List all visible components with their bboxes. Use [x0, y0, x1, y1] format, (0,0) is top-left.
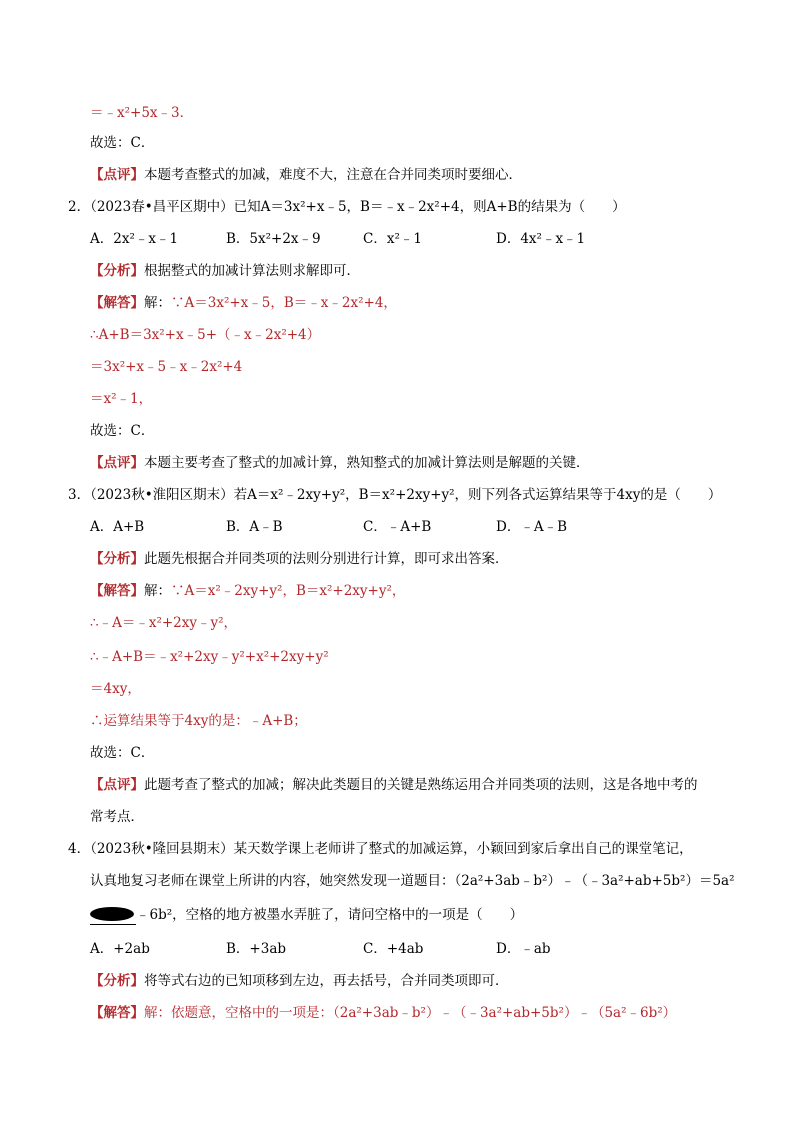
analysis-text: 将等式右边的已知项移到左边，再去括号，合并同类项即可． — [144, 973, 509, 989]
q3-step-5: ∴运算结果等于4xy的是：﹣A+B； — [90, 713, 307, 729]
analysis-tag: 【分析】 — [90, 973, 144, 989]
q3-step-4: ＝4xy， — [90, 681, 141, 697]
analysis-text: 根据整式的加减计算法则求解即可． — [144, 263, 360, 279]
q1-choose-line: 故选：C． — [90, 135, 155, 151]
answer-text: 解：依题意，空格中的一项是：（2a²+3ab﹣b²）﹣（﹣3a²+ab+5b²）﹣（5a²﹣6b²） — [144, 1005, 677, 1021]
q2-number: 2． — [68, 199, 91, 215]
answer-tag: 【解答】 — [90, 295, 144, 311]
analysis-tag: 【分析】 — [90, 551, 144, 567]
q3-option-a: A．A+B — [90, 519, 145, 535]
q3-question-line — [68, 486, 721, 504]
q3-comment-line — [90, 776, 698, 794]
q4-answer-line — [90, 1004, 676, 1022]
answer-step: ∵A＝x²﹣2xy+y²，B＝x²+2xy+y²， — [171, 583, 406, 599]
q3-answer-line — [90, 582, 405, 600]
comment-text: 此题考查了整式的加减；解决此类题目的关键是熟练运用合并同类项的法则，这是各地中考的 — [144, 777, 698, 793]
q4-analysis-line — [90, 972, 509, 990]
ink-blot-blank — [90, 906, 136, 925]
q2-comment-line — [90, 454, 590, 472]
q2-step-3: ＝3x²+x﹣5﹣x﹣2x²+4 — [90, 359, 243, 375]
answer-tag: 【解答】 — [90, 583, 144, 599]
q2-stem: （2023春•昌平区期中）已知A＝3x²+x﹣5，B＝﹣x﹣2x²+4，则A+B的结果为（ ） — [90, 199, 626, 215]
answer-prefix: 解： — [144, 583, 171, 599]
q4-stem-3: ﹣6b²，空格的地方被墨水弄脏了，请问空格中的一项是（ ） — [136, 907, 524, 923]
q3-stem: （2023秋•淮阳区期末）若A＝x²﹣2xy+y²，B＝x²+2xy+y²，则下列各式运算结果等于4xy的是（ ） — [90, 487, 722, 503]
q3-number: 3． — [68, 487, 91, 503]
q4-question-line-2: 认真地复习老师在课堂上所讲的内容，她突然发现一道题目：（2a²+3ab﹣b²）﹣（﹣3a²+ab+5b²）＝5a² — [90, 873, 735, 889]
q3-step-3: ∴﹣A+B＝﹣x²+2xy﹣y²+x²+2xy+y² — [90, 649, 329, 665]
q2-option-d: D．4x²﹣x﹣1 — [496, 231, 586, 247]
comment-tag: 【点评】 — [90, 455, 144, 471]
q4-option-c: C．+4ab — [363, 941, 424, 957]
q2-option-c: C．x²﹣1 — [363, 231, 422, 247]
analysis-text: 此题先根据合并同类项的法则分别进行计算，即可求出答案． — [144, 551, 509, 567]
q4-option-d: D．﹣ab — [496, 941, 551, 957]
q4-stem-1: （2023秋•隆回县期末）某天数学课上老师讲了整式的加减运算，小颖回到家后拿出自己的课堂笔记， — [90, 841, 693, 857]
q2-choose-line: 故选：C． — [90, 423, 155, 439]
q3-option-c: C．﹣A+B — [363, 519, 432, 535]
q2-answer-line — [90, 294, 397, 312]
q1-comment-line — [90, 166, 522, 184]
q3-analysis-line — [90, 550, 509, 568]
q3-choose-line: 故选：C． — [90, 745, 155, 761]
q2-analysis-line — [90, 262, 360, 280]
q3-step-2: ∴﹣A＝﹣x²+2xy﹣y²， — [90, 615, 238, 631]
comment-text: 本题考查整式的加减，难度不大，注意在合并同类项时要细心． — [144, 167, 522, 183]
q4-number: 4． — [68, 841, 91, 857]
q3-option-b: B．A﹣B — [226, 519, 283, 535]
q1-result-line: ＝﹣x²+5x﹣3． — [90, 105, 194, 121]
q4-option-b: B．+3ab — [226, 941, 287, 957]
ink-blot-icon — [90, 907, 134, 921]
q3-option-d: D．﹣A﹣B — [496, 519, 567, 535]
answer-step: ∵A＝3x²+x﹣5，B＝﹣x﹣2x²+4， — [171, 295, 397, 311]
q2-option-a: A．2x²﹣x﹣1 — [90, 231, 179, 247]
analysis-tag: 【分析】 — [90, 263, 144, 279]
comment-tag: 【点评】 — [90, 167, 144, 183]
comment-text: 本题主要考查了整式的加减计算，熟知整式的加减计算法则是解题的关键． — [144, 455, 590, 471]
q2-option-b: B．5x²+2x﹣9 — [226, 231, 321, 247]
q4-question-line-3 — [90, 906, 523, 925]
comment-tag: 【点评】 — [90, 777, 144, 793]
q3-comment-line-2: 常考点． — [90, 809, 144, 825]
q4-question-line-1 — [68, 840, 693, 858]
answer-prefix: 解： — [144, 295, 171, 311]
q2-step-2: ∴A+B＝3x²+x﹣5+（﹣x﹣2x²+4） — [90, 327, 321, 343]
q4-option-a: A．+2ab — [90, 941, 150, 957]
q2-step-4: ＝x²﹣1， — [90, 391, 153, 407]
answer-tag: 【解答】 — [90, 1005, 144, 1021]
q2-question-line — [68, 198, 626, 216]
